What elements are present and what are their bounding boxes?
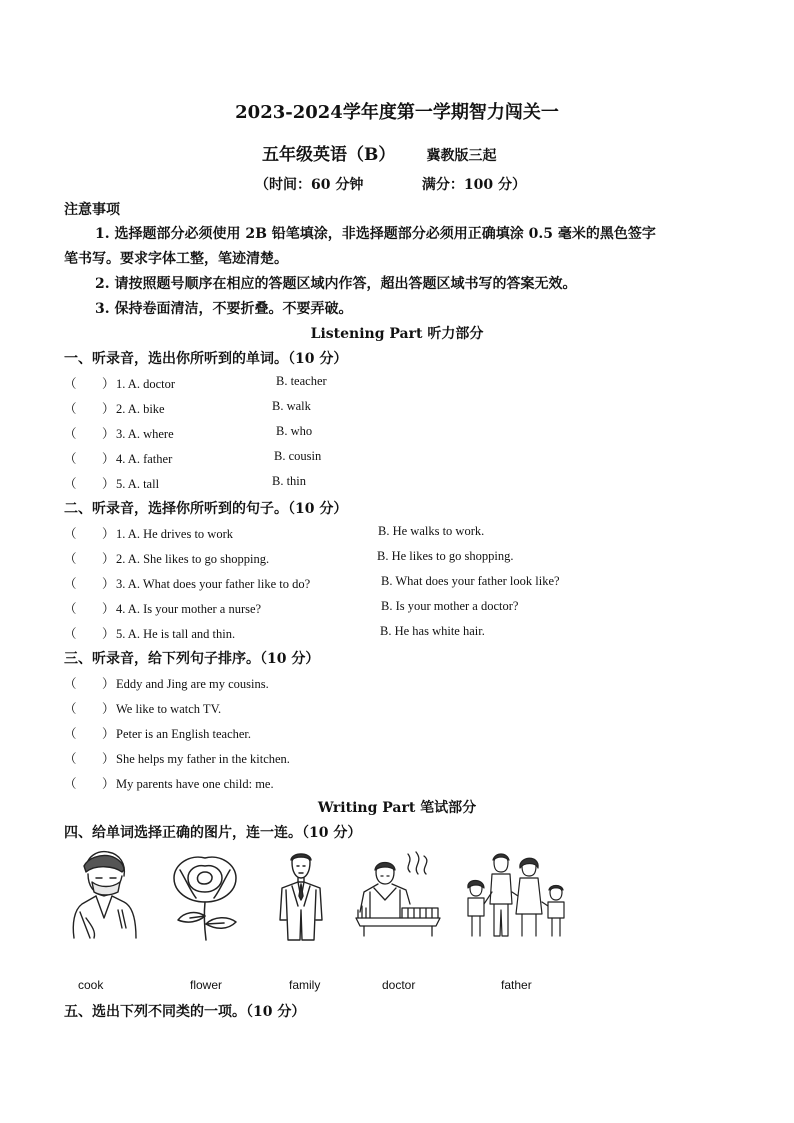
word-family: family [289,978,321,992]
answer-paren-open: （ [64,677,77,691]
answer-paren-open: （ [64,427,77,441]
question-row [64,449,172,467]
question-row [64,574,310,592]
sentence-text: She helps my father in the kitchen. [116,752,290,766]
question-row [64,724,251,742]
answer-paren-open: （ [64,552,77,566]
sentence-text: We like to watch TV. [116,702,222,716]
flower-picture [160,850,250,942]
answer-blank[interactable]: ） [102,477,115,491]
option-b: B. thin [272,474,307,488]
option-a: 4. A. father [116,452,173,466]
option-a: 2. A. She likes to go shopping. [116,552,270,566]
answer-blank[interactable]: ） [102,777,115,791]
sentence-text: Eddy and Jing are my cousins. [116,677,269,691]
answer-paren-open: （ [64,527,77,541]
option-a: 5. A. He is tall and thin. [116,627,236,641]
option-b: B. cousin [274,449,322,463]
family-picture [462,852,568,940]
note-1-line-1: 1. 选择题部分必须使用 2B 铅笔填涂，非选择题部分必须用正确填涂 0.5 毫米的黑色签字 [95,226,656,242]
option-a: 3. A. where [116,427,174,441]
answer-blank[interactable]: ） [102,427,115,441]
option-a: 5. A. tall [116,477,160,491]
exam-subtitle: 五年级英语（B） [262,145,396,165]
edition-label: 冀教版三起 [426,148,497,164]
option-a: 4. A. Is your mother a nurse? [116,602,262,616]
answer-blank[interactable]: ） [102,552,115,566]
option-b: B. He walks to work. [378,524,485,538]
sentence-text: Peter is an English teacher. [116,727,252,741]
cook-picture [354,848,442,938]
word-flower: flower [190,978,223,992]
answer-blank[interactable]: ） [102,627,115,641]
sentence-text: My parents have one child: me. [116,777,274,791]
section2-title: 二、听录音，选择你所听到的句子。（10 分） [64,501,348,517]
question-row [64,374,175,392]
question-row [64,424,174,442]
answer-blank[interactable]: ） [102,602,115,616]
question-row [64,674,269,692]
note-1-line-2: 笔书写。要求字体工整，笔迹清楚。 [64,251,288,267]
answer-blank[interactable]: ） [102,702,115,716]
option-b: B. teacher [276,374,327,388]
answer-paren-open: （ [64,577,77,591]
answer-blank[interactable]: ） [102,377,115,391]
answer-blank[interactable]: ） [102,727,115,741]
question-row [64,549,269,567]
word-cook: cook [78,978,104,992]
word-father: father [501,978,532,992]
answer-paren-open: （ [64,627,77,641]
section1-title: 一、听录音，选出你所听到的单词。（10 分） [64,351,348,367]
answer-paren-open: （ [64,477,77,491]
option-b: B. He likes to go shopping. [377,549,514,563]
question-row [64,599,261,617]
subtitle-row [262,140,496,165]
option-a: 3. A. What does your father like to do? [116,577,311,591]
question-row [64,474,159,492]
option-b: B. He has white hair. [380,624,485,638]
question-row [64,749,290,767]
section4-title: 四、给单词选择正确的图片，连一连。（10 分） [64,825,362,841]
question-row [64,399,165,417]
answer-paren-open: （ [64,777,77,791]
writing-part-heading: Writing Part 笔试部分 [317,800,477,816]
section3-title: 三、听录音，给下列句子排序。（10 分） [64,651,320,667]
question-row [64,699,221,717]
option-a: 2. A. bike [116,402,165,416]
option-a: 1. A. He drives to work [116,527,233,541]
exam-info: （时间：60 分钟 满分：100 分） [255,177,526,193]
answer-blank[interactable]: ） [102,452,115,466]
notes-heading: 注意事项 [64,202,120,218]
question-row [64,624,235,642]
answer-paren-open: （ [64,727,77,741]
listening-part-heading: Listening Part 听力部分 [310,326,484,342]
section5-title: 五、选出下列不同类的一项。（10 分） [64,1004,306,1020]
option-b: B. who [276,424,313,438]
answer-blank[interactable]: ） [102,577,115,591]
answer-paren-open: （ [64,752,77,766]
answer-paren-open: （ [64,452,77,466]
answer-paren-open: （ [64,702,77,716]
doctor-picture [66,848,144,940]
note-2: 2. 请按照题号顺序在相应的答题区域内作答，超出答题区域书写的答案无效。 [95,276,577,292]
word-doctor: doctor [382,978,416,992]
answer-blank[interactable]: ） [102,402,115,416]
answer-paren-open: （ [64,402,77,416]
exam-title: 2023-2024学年度第一学期智力闯关一 [235,102,559,123]
question-row [64,774,274,792]
option-a: 1. A. doctor [116,377,176,391]
answer-blank[interactable]: ） [102,527,115,541]
question-row [64,524,233,542]
answer-paren-open: （ [64,377,77,391]
option-b: B. walk [272,399,311,413]
option-b: B. What does your father look like? [381,574,560,588]
note-3: 3. 保持卷面清洁，不要折叠。不要弄破。 [95,301,353,317]
man-picture [276,850,326,942]
answer-blank[interactable]: ） [102,752,115,766]
option-b: B. Is your mother a doctor? [381,599,519,613]
answer-blank[interactable]: ） [102,677,115,691]
answer-paren-open: （ [64,602,77,616]
